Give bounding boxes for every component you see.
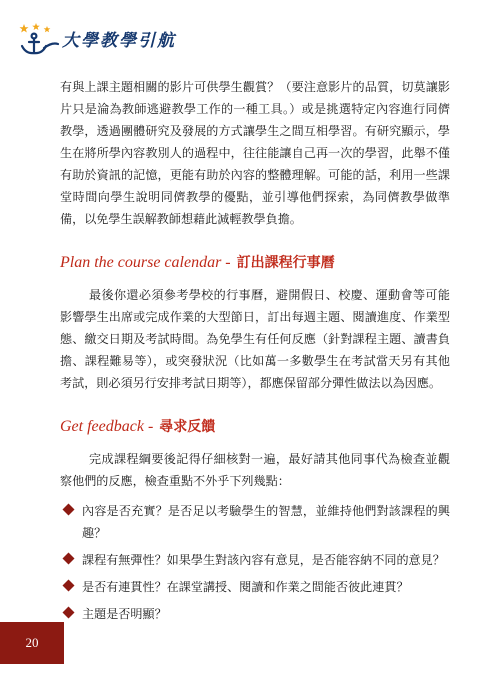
header-title: 大學教學引航 — [62, 31, 176, 51]
intro-paragraph: 有與上課主題相關的影片可供學生觀賞？（要注意影片的品質，切莫讓影片只是淪為教師逃避教學工作的一種工具。）或是挑選特定內容進行同儕教學，透過團體研究及發展的方式讓學生之間互相學習。有研究顯示，學生在將所學內容教別人的過程中，往往能讓自己再一次的學習，此舉不僅有助於資訊的記憶，更能有助於內容的整體理解。可能的話，利用一些課堂時間向學生說明同儕教學的優點，並引導他們探索，為同儕教學做準備，以免學生誤解教師想藉此減輕教學負擔。 — [60, 80, 450, 226]
list-item-text: 是否有連貫性？在課堂講授、閱讀和作業之間能否彼此連貫？ — [82, 580, 409, 594]
page-number: 20 — [25, 635, 39, 650]
list-item — [60, 576, 450, 598]
page-number-box — [0, 622, 64, 664]
list-item-text: 主題是否明顯？ — [82, 607, 167, 621]
page-header — [14, 22, 214, 56]
page-content — [60, 76, 450, 630]
list-item — [60, 500, 450, 544]
calendar-section-heading — [60, 252, 450, 272]
feedback-heading-separator: - — [143, 418, 154, 435]
feedback-checklist — [60, 500, 450, 625]
calendar-paragraph: 最後你還必須參考學校的行事曆，避開假日、校慶、運動會等可能影響學生出席或完成作業的大型節日，訂出每週主題、閱讀進度、作業型態、繳交日期及考試時間。為免學生有任何反應（針對課程主題、讀書負擔、課程難易等），或突發狀況（比如萬一多數學生在考試當天另有其他考試，則必須另行安排考試日期等），都應保留部分彈性做法以為因應。 — [60, 288, 450, 390]
feedback-heading-english: Get feedback — [60, 418, 144, 435]
diamond-bullet-icon — [62, 503, 75, 516]
list-item — [60, 549, 450, 571]
calendar-heading-chinese: 訂出課程行事曆 — [236, 255, 335, 271]
feedback-paragraph: 完成課程綱要後記得仔細核對一遍，最好請其他同事代為檢查並觀察他們的反應，檢查重點不外乎下列幾點： — [60, 452, 450, 488]
anchor-with-stars-icon — [14, 22, 60, 56]
calendar-heading-english: Plan the course calendar — [60, 254, 222, 271]
diamond-bullet-icon — [62, 606, 75, 619]
feedback-section-heading — [60, 416, 450, 436]
list-item-text: 內容是否充實？是否足以考驗學生的智慧，並維持他們對該課程的興趣？ — [82, 504, 450, 540]
feedback-heading-chinese: 尋求反饋 — [159, 419, 216, 435]
list-item — [60, 603, 450, 625]
list-item-text: 課程有無彈性？如果學生對該內容有意見，是否能容納不同的意見？ — [82, 553, 445, 567]
diamond-bullet-icon — [62, 552, 75, 565]
diamond-bullet-icon — [62, 579, 75, 592]
calendar-heading-separator: - — [221, 254, 231, 271]
